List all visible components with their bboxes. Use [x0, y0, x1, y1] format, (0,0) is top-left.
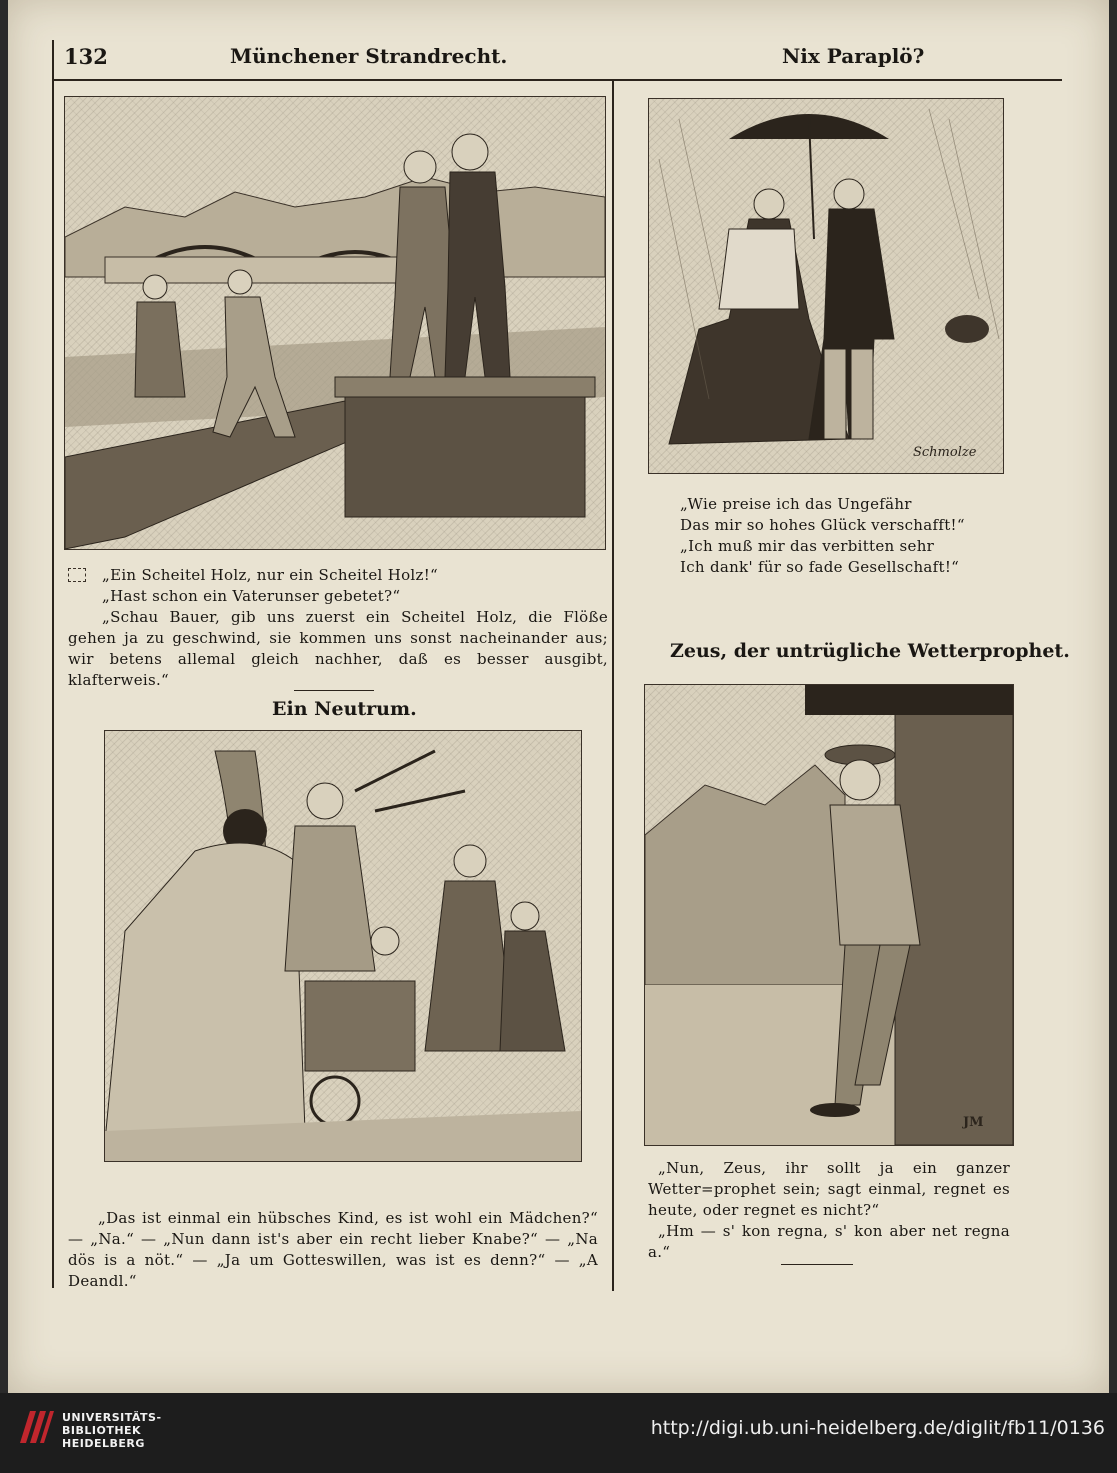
- scanned-page: [8, 0, 1109, 1393]
- heading-neutrum: Ein Neutrum.: [272, 698, 417, 720]
- verse-line: „Wie preise ich das Ungefähr: [680, 495, 912, 513]
- header-rule: [52, 79, 1062, 81]
- library-logo-icon[interactable]: [16, 1403, 56, 1453]
- illustration-river-scene: [64, 96, 606, 550]
- section-divider: [781, 1264, 853, 1265]
- logo-line: HEIDELBERG: [62, 1437, 145, 1450]
- column-divider: [612, 81, 614, 1291]
- caption-question: „Nun, Zeus, ihr sollt ja ein ganzer Wetter=prophet sein; sagt einmal, regnet es heute, oder regnet es nicht?“: [648, 1159, 1010, 1219]
- page-number: 132: [64, 44, 108, 69]
- verse-line: „Ich muß mir das verbitten sehr: [680, 537, 935, 555]
- caption-line: „Ein Scheitel Holz, nur ein Scheitel Holz!“: [102, 566, 439, 584]
- title-nix-paraploe: Nix Paraplö?: [782, 44, 925, 68]
- illustration-zeus-wetterprophet: [644, 684, 1014, 1146]
- permalink-url[interactable]: http://digi.ub.uni-heidelberg.de/diglit/fb11/0136: [650, 1417, 1105, 1439]
- section-divider: [294, 690, 374, 691]
- caption-neutrum: „Das ist einmal ein hübsches Kind, es ist wohl ein Mädchen?“ — „Na.“ — „Nun dann ist's aber ein recht lieber Knabe?“ — „Na dös is a nöt.“ — „Ja um Gotteswillen, was ist es denn?“ — „A Deandl.“: [68, 1209, 598, 1290]
- heading-zeus: Zeus, der untrügliche Wetterprophet.: [670, 640, 1070, 662]
- caption-line: „Schau Bauer, gib uns zuerst ein Scheitel Holz, die Flöße gehen ja zu geschwind, sie kommen uns sonst nacheinander aus; wir betens allemal gleich nachher, daß es besser ausgibt, klafterweis.“: [68, 608, 608, 689]
- verse-line: Ich dank' für so fade Gesellschaft!“: [680, 558, 960, 576]
- caption-umbrella-verse: [680, 494, 980, 578]
- library-logo-text[interactable]: [62, 1411, 162, 1450]
- viewer-footer: [0, 1393, 1117, 1473]
- logo-line: BIBLIOTHEK: [62, 1424, 142, 1437]
- logo-line: UNIVERSITÄTS-: [62, 1411, 162, 1424]
- caption-line: „Hast schon ein Vaterunser gebetet?“: [102, 587, 401, 605]
- caption-strandrecht: [68, 565, 608, 691]
- signature-umbrella: Schmolze: [913, 445, 977, 460]
- marginal-mark-icon: [68, 568, 86, 582]
- illustration-neutrum-scene: [104, 730, 582, 1162]
- signature-zeus: JM: [963, 1115, 984, 1130]
- caption-answer: „Hm — s' kon regna, s' kon aber net regna a.“: [648, 1222, 1010, 1261]
- verse-line: Das mir so hohes Glück verschafft!“: [680, 516, 965, 534]
- illustration-umbrella-couple: [648, 98, 1004, 474]
- title-muenchener-strandrecht: Münchener Strandrecht.: [230, 44, 508, 68]
- caption-zeus: [648, 1158, 1010, 1263]
